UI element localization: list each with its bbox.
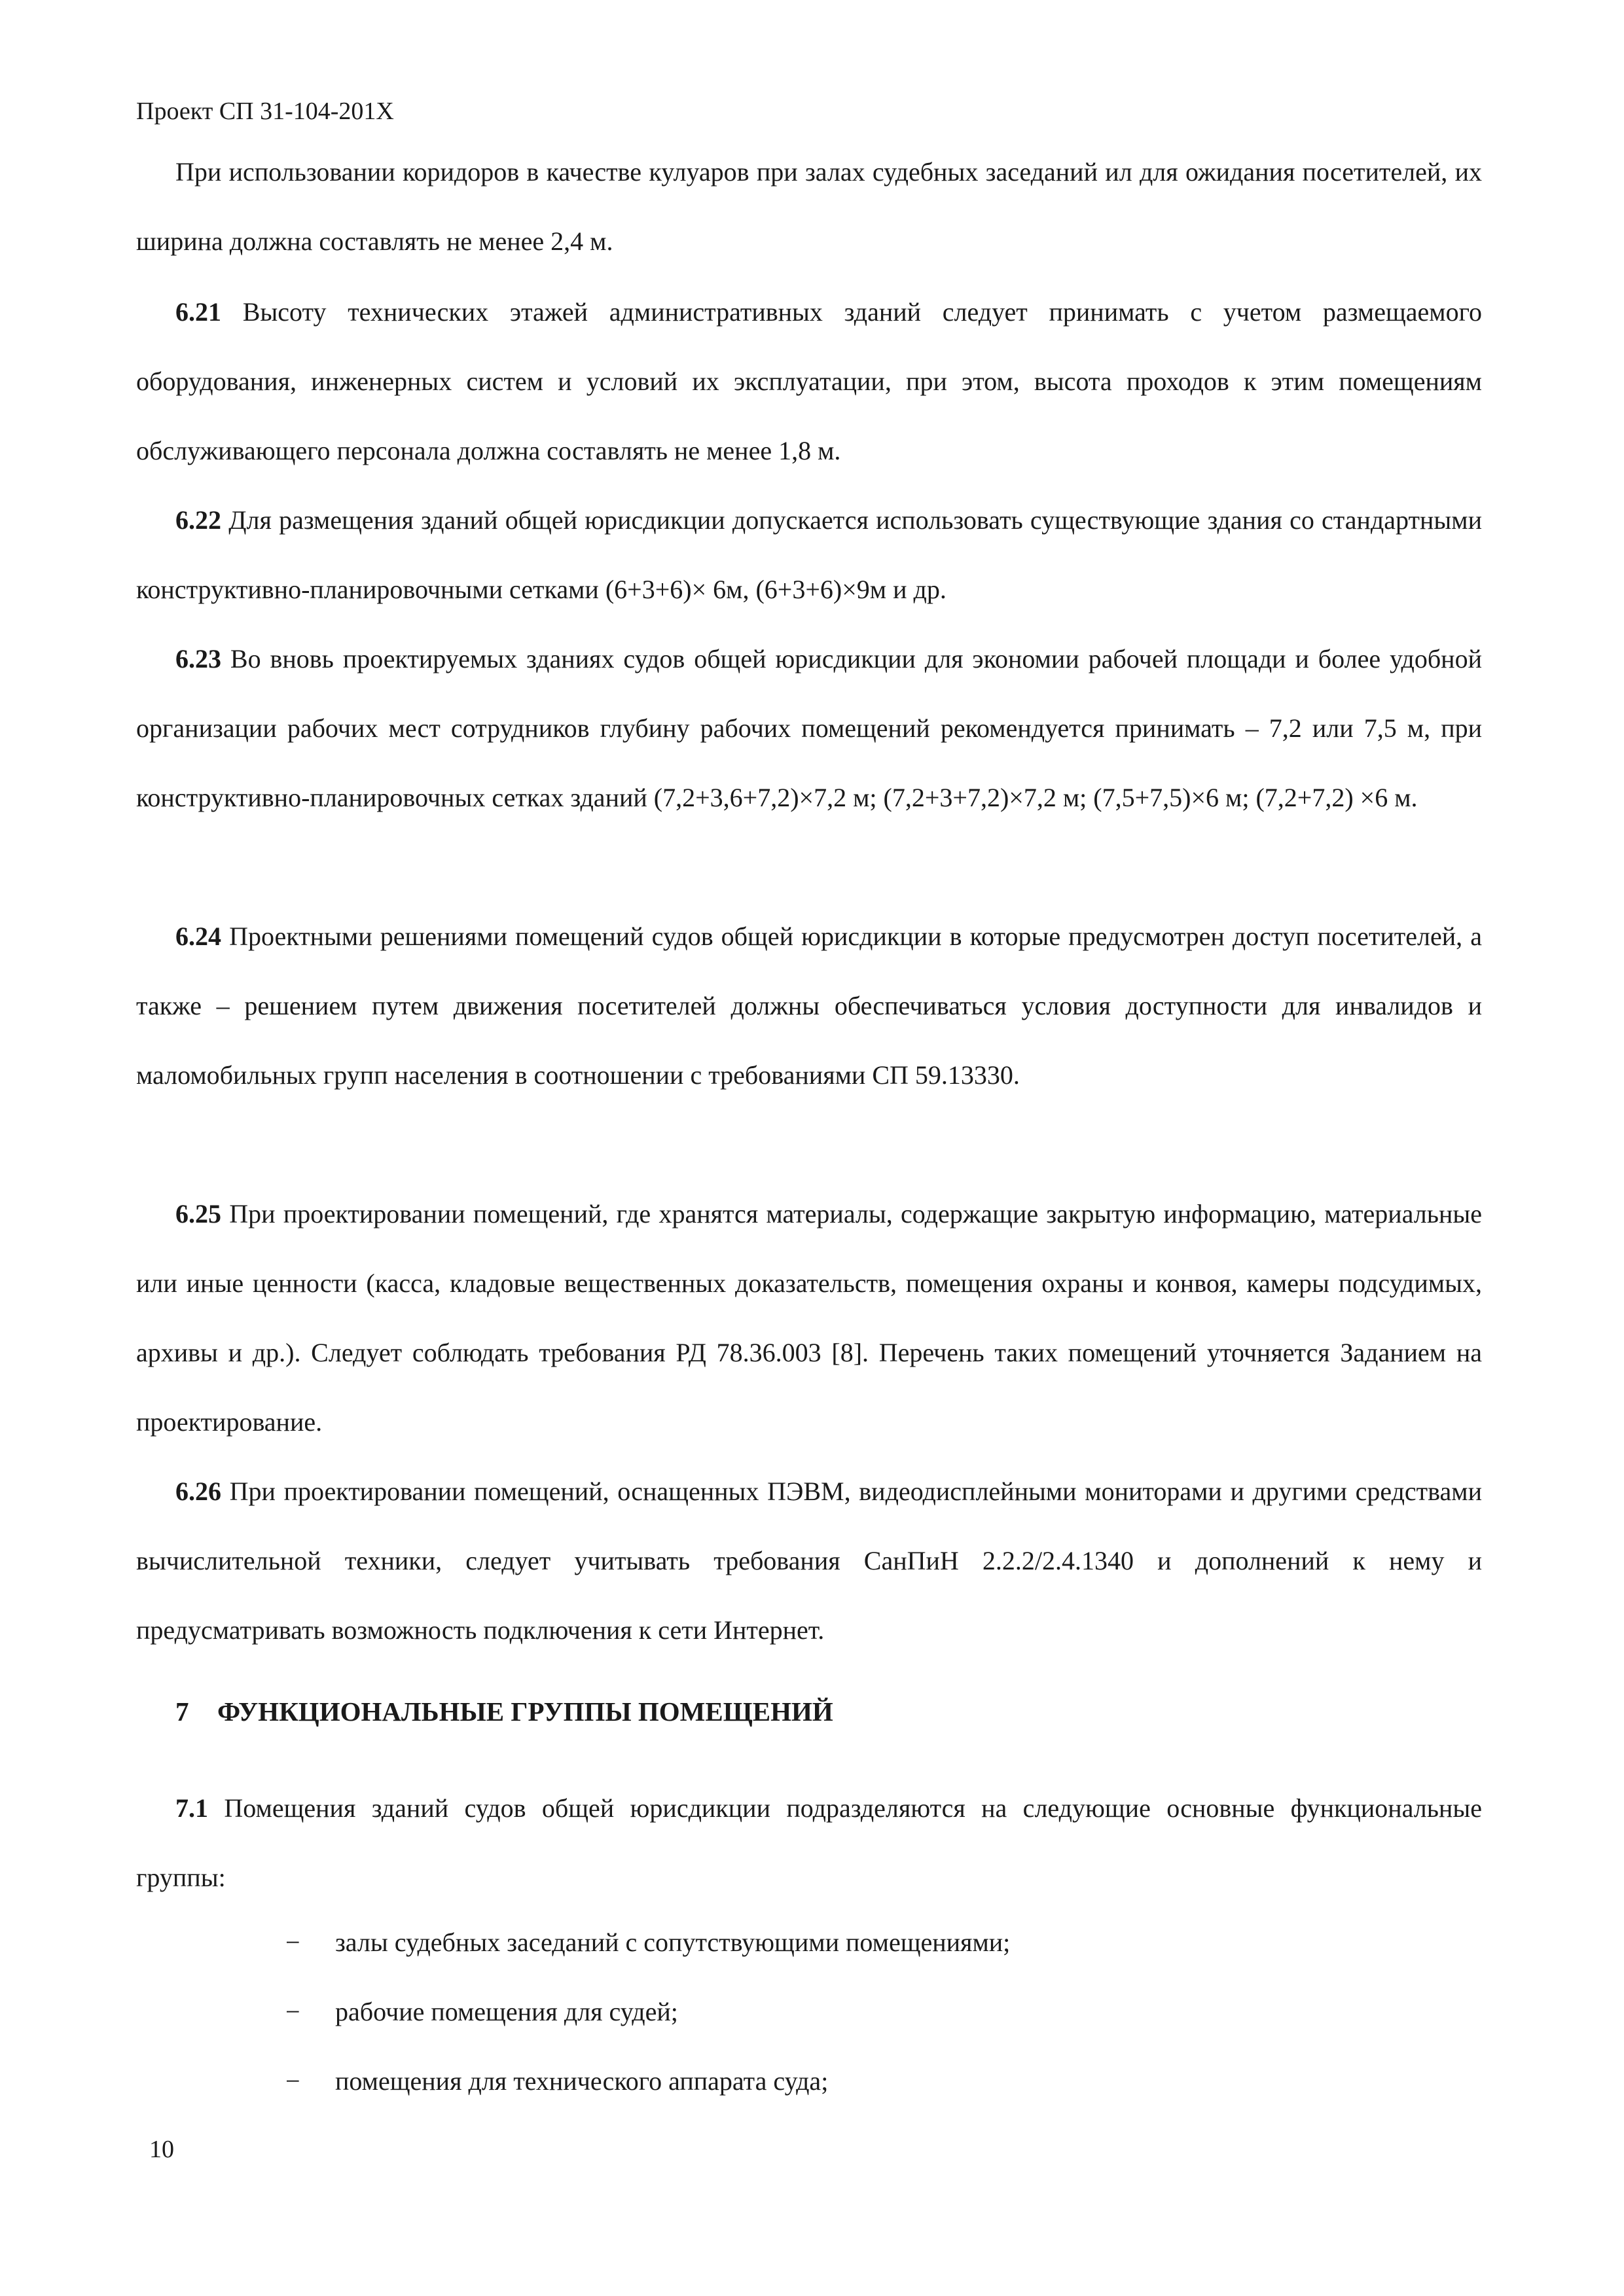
list-item-text: залы судебных заседаний с сопутствующими помещениями;	[335, 1928, 1011, 1957]
paragraph-text: Помещения зданий судов общей юрисдикции подразделяются на следующие основные функциональные группы:	[136, 1793, 1482, 1892]
running-header: Проект СП 31-104-201Х	[136, 98, 394, 125]
paragraph-6-23	[136, 624, 1482, 833]
paragraph-text: Для размещения зданий общей юрисдикции допускается использовать существующие здания со стандартными конструктивно-планировочными сетками (6+3+6)× 6м, (6+3+6)×9м и др.	[136, 505, 1482, 604]
section-heading	[175, 1692, 833, 1731]
paragraph-number: 6.25	[175, 1199, 221, 1229]
paragraph-text: Во вновь проектируемых зданиях судов общей юрисдикции для экономии рабочей площади и более удобной организации рабочих мест сотрудников глубину рабочих помещений рекомендуется принимать – 7,2 или 7,5 м, при конструктивно-планировочных сетках зданий (7,2+3,6+7,2)×7,2 м; (7,2+3+7,2)×7,2 м; (7,5+7,5)×6 м; (7,2+7,2) ×6 м.	[136, 644, 1482, 812]
paragraph-text: При проектировании помещений, оснащенных ПЭВМ, видеодисплейными мониторами и другими средствами вычислительной техники, следует учитывать требования СанПиН 2.2.2/2.4.1340 и дополнений к нему и предусматривать возможность подключения к сети Интернет.	[136, 1477, 1482, 1645]
paragraph-text: При использовании коридоров в качестве кулуаров при залах судебных заседаний ил для ожидания посетителей, их ширина должна составлять не менее 2,4 м.	[136, 157, 1482, 256]
paragraph-6-24	[136, 902, 1482, 1110]
paragraph-number: 6.26	[175, 1477, 221, 1506]
paragraph-number: 7.1	[175, 1793, 208, 1823]
paragraph-number: 6.22	[175, 505, 221, 535]
paragraph-6-25	[136, 1179, 1482, 1457]
list-dash: −	[285, 1997, 300, 2026]
section-title: ФУНКЦИОНАЛЬНЫЕ ГРУППЫ ПОМЕЩЕНИЙ	[217, 1696, 833, 1727]
list-dash: −	[285, 2066, 300, 2096]
list-dash: −	[285, 1928, 300, 1957]
paragraph-number: 6.23	[175, 644, 221, 673]
paragraph-text: При проектировании помещений, где хранятся материалы, содержащие закрытую информацию, материальные или иные ценности (касса, кладовые вещественных доказательств, помещения охраны и конвоя, камеры подсудимых, архивы и др.). Следует соблюдать требования РД 78.36.003 [8]. Перечень таких помещений уточняется Заданием на проектирование.	[136, 1199, 1482, 1437]
paragraph-text: Высоту технических этажей административных зданий следует принимать с учетом размещаемого оборудования, инженерных систем и условий их эксплуатации, при этом, высота проходов к этим помещениям обслуживающего персонала должна составлять не менее 1,8 м.	[136, 297, 1482, 465]
paragraph-text: Проектными решениями помещений судов общей юрисдикции в которые предусмотрен доступ посетителей, а также – решением путем движения посетителей должны обеспечиваться условия доступности для инвалидов и маломобильных групп населения в соотношении с требованиями СП 59.13330.	[136, 922, 1482, 1090]
list-item-text: помещения для технического аппарата суда;	[335, 2066, 829, 2096]
page-number: 10	[149, 2136, 174, 2163]
paragraph-6-21	[136, 278, 1482, 486]
paragraph-6-22	[136, 486, 1482, 624]
section-number: 7	[175, 1696, 189, 1727]
paragraph-number: 6.24	[175, 922, 221, 951]
paragraph-6-26	[136, 1457, 1482, 1665]
paragraph-corridors	[136, 137, 1482, 276]
list-item-text: рабочие помещения для судей;	[335, 1997, 678, 2026]
paragraph-number: 6.21	[175, 297, 221, 327]
paragraph-7-1	[136, 1774, 1482, 1912]
